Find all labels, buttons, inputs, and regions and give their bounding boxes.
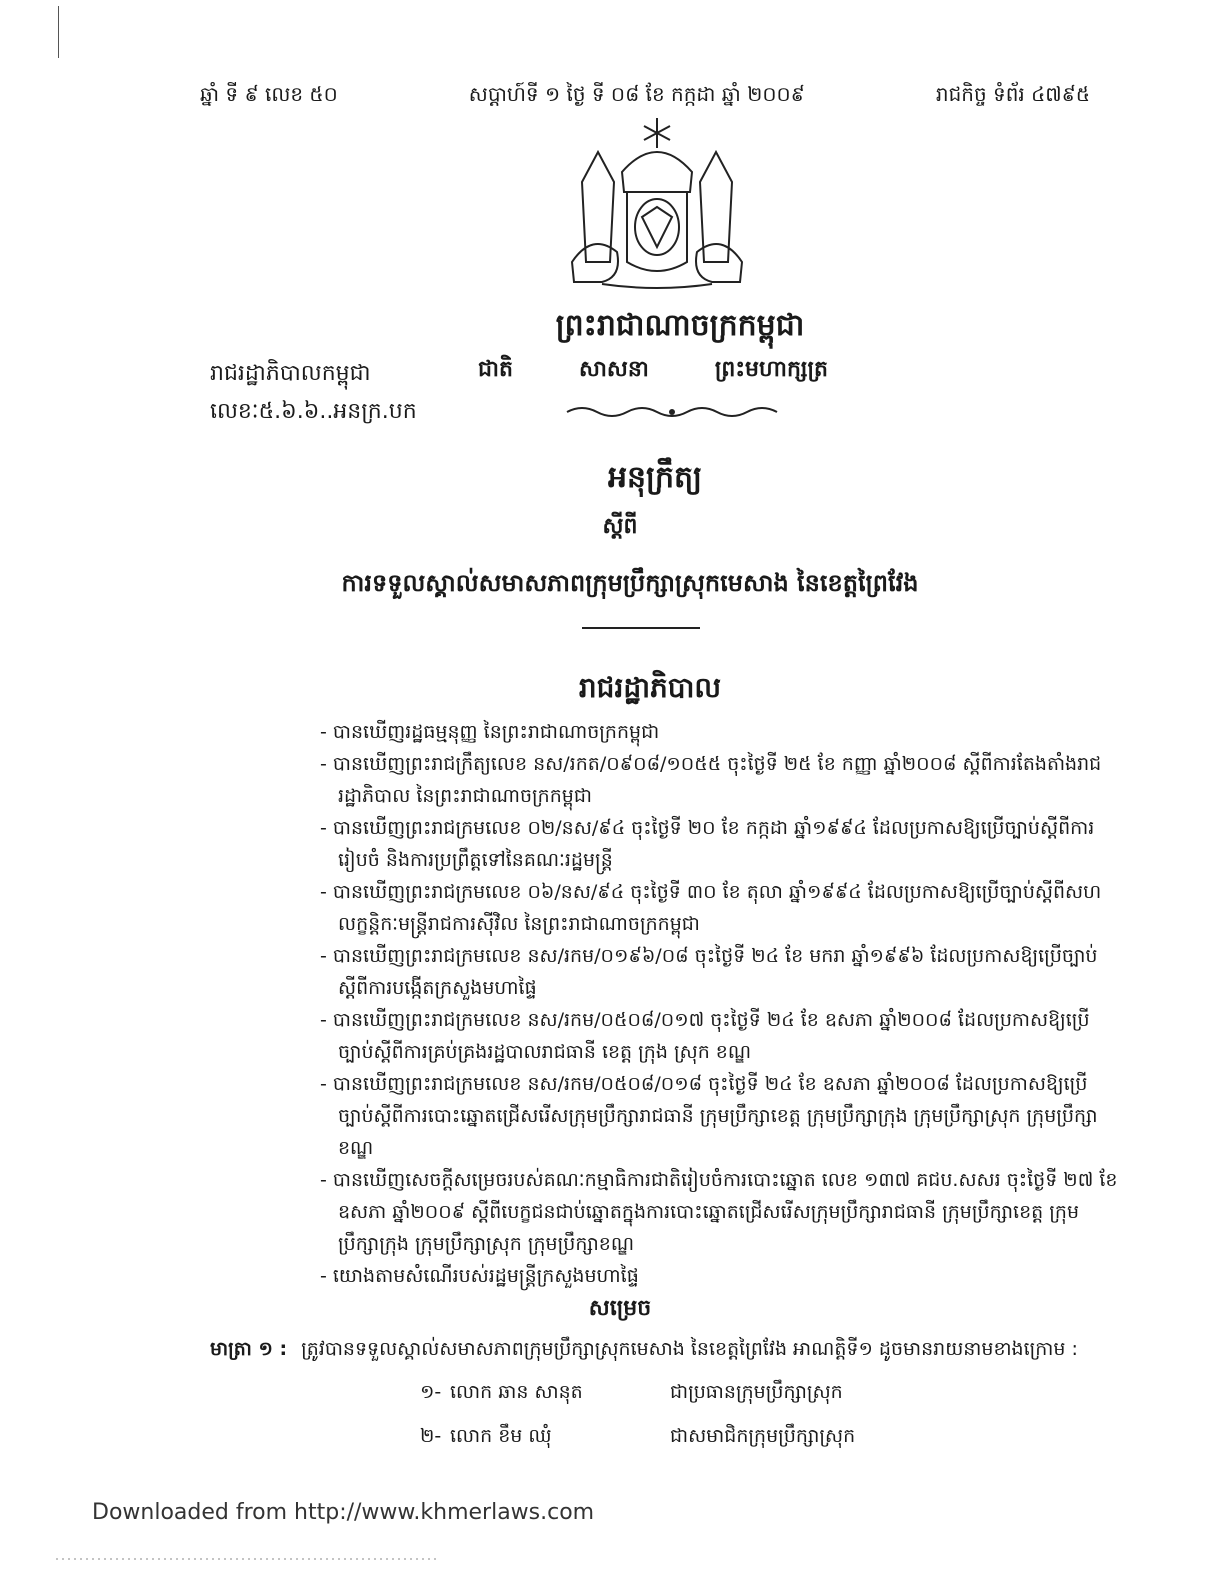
kingdom-title: ព្រះរាជាណាចក្រកម្ពុជា: [555, 308, 805, 343]
list-item: - យោងតាមសំណើរបស់រដ្ឋមន្ត្រីក្រសួងមហាផ្ទៃ: [320, 1265, 639, 1287]
list-item: [420, 1372, 920, 1416]
preamble-list: [320, 716, 1120, 1292]
motto-religion: សាសនា: [578, 357, 649, 382]
scan-dots-artifact: [56, 1554, 436, 1564]
royal-coat-of-arms-icon: [562, 112, 752, 292]
reference-number: លេខៈ៥.៦.៦..អនក្រ.បក: [210, 399, 417, 424]
list-item: - បានឃើញព្រះរាជក្រមលេខ ០២/នស/៩៤ ចុះថ្ងៃទី ២០ ខែ កក្កដា ឆ្នាំ១៩៩៤ ដែលប្រកាសឱ្យប្រើច្បាប់ស្តីពីការរៀបចំ និងការប្រព្រឹត្តទៅនៃគណៈរដ្ឋមន្ត្រី: [320, 817, 1095, 871]
separator-line-icon: [582, 624, 700, 632]
member-role: ជាសមាជិកក្រុមប្រឹក្សាស្រុក: [670, 1425, 856, 1447]
list-item: [420, 1416, 920, 1460]
article-label: មាត្រា ១ :: [210, 1338, 288, 1360]
list-item: - បានឃើញព្រះរាជក្រមលេខ នស/រកម/០១៩៦/០៨ ចុះថ្ងៃទី ២៤ ខែ មករា ឆ្នាំ១៩៩៦ ដែលប្រកាសឱ្យប្រើច្បាប់ស្តីពីការបង្កើតក្រសួងមហាផ្ទៃ: [320, 945, 1098, 999]
article-1: [210, 1334, 1140, 1364]
list-item: - បានឃើញព្រះរាជក្រមលេខ នស/រកម/០៥០៨/០១៨ ចុះថ្ងៃទី ២៤ ខែ ឧសភា ឆ្នាំ២០០៨ ដែលប្រកាសឱ្យប្រើច្បាប់ស្តីពីការបោះឆ្នោតជ្រើសរើសក្រុមប្រឹក្សារាជធានី ក្រុមប្រឹក្សាខេត្ត ក្រុមប្រឹក្សាក្រុង ក្រុមប្រឹក្សាស្រុក ក្រុមប្រឹក្សាខណ្ឌ: [320, 1073, 1098, 1159]
gazette-header: [200, 76, 1090, 116]
list-item: - បានឃើញព្រះរាជក្រមលេខ នស/រកម/០៥០៨/០១៧ ចុះថ្ងៃទី ២៤ ខែ ឧសភា ឆ្នាំ២០០៨ ដែលប្រកាសឱ្យប្រើច្បាប់ស្តីពីការគ្រប់គ្រងរដ្ឋបាលរាជធានី ខេត្ត ក្រុង ស្រុក ខណ្ឌ: [320, 1009, 1090, 1063]
header-date: សប្តាហ៍ទី ១ ថ្ងៃ ទី ០៨ ខែ កក្កដា ឆ្នាំ ២០០៩: [468, 82, 805, 106]
article-text: ត្រូវបានទទួលស្គាល់សមាសភាពក្រុមប្រឹក្សាស្រុកមេសាង នៃខេត្តព្រៃវែង អាណត្តិទី១ ដូចមានរាយនាមខាងក្រោម :: [301, 1338, 1078, 1360]
document-type: អនុក្រឹត្យ: [607, 460, 703, 495]
header-page: រាជកិច្ច ទំព័រ ៤៧៩៥: [935, 82, 1090, 106]
about-label: ស្តីពី: [602, 514, 638, 539]
government-name: រាជរដ្ឋាភិបាលកម្ពុជា: [210, 361, 371, 386]
member-list: [420, 1372, 920, 1460]
motto-king: ព្រះមហាក្សត្រ: [714, 357, 828, 382]
list-item: - បានឃើញរដ្ឋធម្មនុញ្ញ នៃព្រះរាជាណាចក្រកម្ពុជា: [320, 721, 660, 743]
download-source-footer: Downloaded from http://www.khmerlaws.com: [92, 1500, 595, 1525]
list-item: - បានឃើញព្រះរាជក្រឹត្យលេខ នស/រកត/០៩០៨/១០៥៥ ចុះថ្ងៃទី ២៥ ខែ កញ្ញា ឆ្នាំ២០០៨ ស្តីពីការតែងតាំងរាជរដ្ឋាភិបាល នៃព្រះរាជាណាចក្រកម្ពុជា: [320, 753, 1102, 807]
list-item: - បានឃើញសេចក្តីសម្រេចរបស់គណៈកម្មាធិការជាតិរៀបចំការបោះឆ្នោត លេខ ១៣៧ គជប.សសរ ចុះថ្ងៃទី ២៧ ខែ ឧសភា ឆ្នាំ២០០៩ ស្តីពីបេក្ខជនជាប់ឆ្នោតក្នុងការបោះឆ្នោតជ្រើសរើសក្រុមប្រឹក្សារាជធានី ក្រុមប្រឹក្សាខេត្ត ក្រុមប្រឹក្សាក្រុង ក្រុមប្រឹក្សាស្រុក ក្រុមប្រឹក្សាខណ្ឌ: [320, 1169, 1118, 1255]
member-name: លោក ខឹម ឈុំ: [450, 1425, 552, 1447]
list-item: - បានឃើញព្រះរាជក្រមលេខ ០៦/នស/៩៤ ចុះថ្ងៃទី ៣០ ខែ តុលា ឆ្នាំ១៩៩៤ ដែលប្រកាសឱ្យប្រើច្បាប់ស្តីពីសហលក្ខន្តិកៈមន្ត្រីរាជការស៊ីវិល នៃព្រះរាជាណាចក្រកម្ពុជា: [320, 881, 1102, 935]
member-index: ២-: [420, 1425, 442, 1447]
motto-nation: ជាតិ: [478, 357, 513, 382]
decides-heading: សម្រេច: [588, 1296, 652, 1321]
issuer-heading: រាជរដ្ឋាភិបាល: [578, 671, 722, 704]
national-motto: [478, 355, 828, 387]
member-role: ជាប្រធានក្រុមប្រឹក្សាស្រុក: [670, 1381, 843, 1403]
member-index: ១-: [420, 1381, 442, 1403]
issuer-block: [210, 355, 417, 431]
member-name: លោក ឆាន សានុត: [450, 1381, 583, 1403]
scan-artifact-line: [58, 6, 59, 58]
ornament-divider-icon: [562, 402, 782, 422]
document-subject: ការទទួលស្គាល់សមាសភាពក្រុមប្រឹក្សាស្រុកមេសាង នៃខេត្តព្រៃវែង: [341, 569, 919, 597]
header-year-issue: ឆ្នាំ ទី ៩ លេខ ៥០: [200, 82, 338, 106]
